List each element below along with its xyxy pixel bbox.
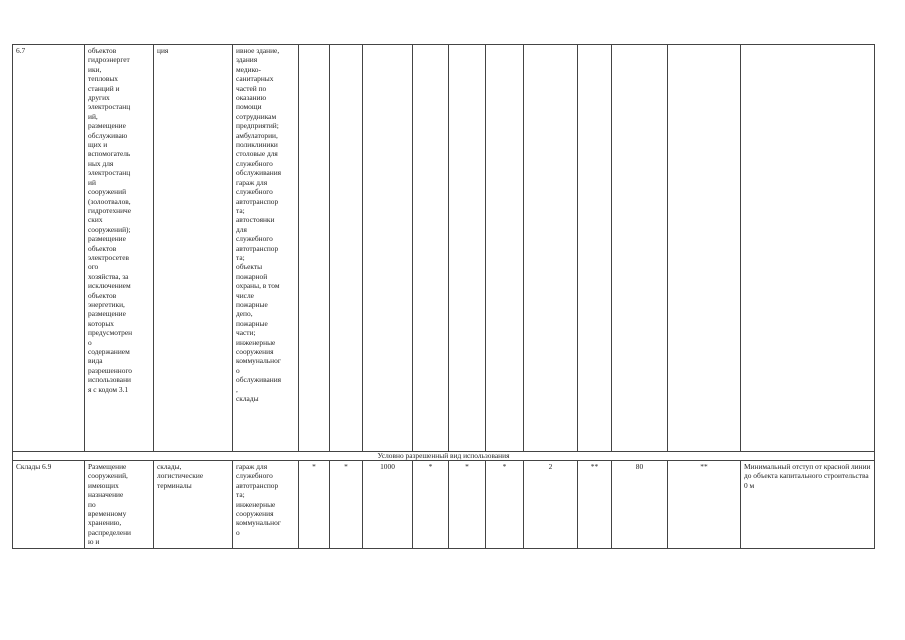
cell-text-line: объектов	[88, 243, 117, 253]
cell-text-line: автостоянки	[236, 215, 275, 225]
cell-text-line: гидротехниче	[88, 205, 132, 215]
cell-text-line: использовани	[88, 375, 132, 385]
cell-text-line: объектов	[88, 290, 117, 300]
cell-text-line: служебного	[236, 158, 273, 168]
cell-text-line: энергетики,	[88, 299, 125, 309]
section-header-row	[13, 452, 875, 461]
param-cell	[363, 45, 413, 452]
cell-text-line: электросетев	[88, 252, 130, 262]
cell-text-line: пожарной	[236, 271, 268, 281]
param-cell	[486, 45, 524, 452]
cell-text-line: ивное здание,	[236, 46, 280, 55]
cell-text-line: размещение	[88, 309, 126, 319]
param-cell	[413, 45, 449, 452]
cell-text-line: обслуживания	[236, 375, 282, 385]
row-name	[85, 45, 154, 452]
section-header: Условно разрешенный вид использования	[13, 452, 875, 461]
cell-text-line: инженерные	[236, 337, 276, 347]
row-name	[85, 461, 154, 549]
cell-text-line: пожарные	[236, 299, 268, 309]
cell-text-line: объектов	[88, 46, 117, 55]
cell-text-line: гараж для	[236, 177, 268, 187]
cell-text-line: я с кодом 3.1	[88, 384, 129, 394]
param-cell: **	[668, 461, 741, 549]
param-cell	[612, 45, 668, 452]
cell-text-line: разрешенного	[88, 365, 132, 375]
cell-text-line: ий	[88, 177, 96, 187]
cell-text-line: сотрудникам	[236, 111, 277, 121]
cell-text-line: сооружений,	[88, 471, 128, 481]
cell-text-line: размещение	[88, 234, 126, 244]
land-use-table	[12, 44, 875, 549]
cell-text-line: коммунальног	[236, 356, 281, 366]
cell-text-line: автотранспор	[236, 480, 279, 490]
cell-text-line: о	[88, 337, 92, 347]
param-cell: 2	[524, 461, 578, 549]
cell-text-line: депо,	[236, 309, 253, 319]
param-cell: 80	[612, 461, 668, 549]
cell-text-line: обслуживаю	[88, 130, 128, 140]
param-cell: 1000	[363, 461, 413, 549]
cell-text-line: тепловых	[88, 74, 118, 84]
table-row	[13, 461, 875, 549]
cell-text-line: помощи	[236, 102, 262, 112]
cell-text-line: медико-	[236, 64, 261, 74]
row-aux	[233, 461, 299, 549]
note-cell: Минимальный отступ от красной линии до объекта капитального строительства 0 м	[741, 461, 875, 549]
note-cell	[741, 45, 875, 452]
cell-text-line: ных для	[88, 158, 114, 168]
cell-text-line: та;	[236, 490, 245, 500]
cell-text-line: хозяйства, за	[88, 271, 129, 281]
param-cell	[668, 45, 741, 452]
cell-text-line: поликлиники	[236, 140, 278, 150]
param-cell: *	[413, 461, 449, 549]
cell-text-line: частей по	[236, 83, 267, 93]
cell-text-line: инженерные	[236, 499, 276, 509]
cell-text-line: ю и	[88, 537, 100, 547]
cell-text-line: сооружения	[236, 509, 274, 519]
param-cell: *	[486, 461, 524, 549]
row-aux	[233, 45, 299, 452]
cell-text-line: предприятий;	[236, 121, 279, 131]
row-type: склады, логистические терминалы	[154, 461, 233, 549]
table-row	[13, 45, 875, 452]
cell-text-line: электростанц	[88, 168, 131, 178]
cell-text-line: распределени	[88, 527, 132, 537]
cell-text-line: числе	[236, 290, 254, 300]
cell-text-line: хранению,	[88, 518, 122, 528]
cell-text-line: амбулатории,	[236, 130, 278, 140]
param-cell	[299, 45, 330, 452]
row-type: ция	[154, 45, 233, 452]
cell-text-line: ских	[88, 215, 103, 225]
cell-text-line: автотранспор	[236, 243, 279, 253]
cell-text-line: пожарные	[236, 318, 268, 328]
cell-text-line: служебного	[236, 234, 273, 244]
cell-text-line: оказанию	[236, 93, 267, 103]
cell-text-line: вспомогатель	[88, 149, 131, 159]
cell-text-line: автотранспор	[236, 196, 279, 206]
row-code: Склады 6.9	[13, 461, 85, 549]
cell-text-line: о	[236, 365, 240, 375]
cell-text-line: охраны, в том	[236, 281, 280, 291]
row-code: 6.7	[13, 45, 85, 452]
cell-text-line: Размещение	[88, 462, 127, 471]
cell-text-line: щих и	[88, 140, 108, 150]
cell-text-line: части;	[236, 328, 256, 338]
param-cell	[449, 45, 486, 452]
cell-text-line: гидроэнергет	[88, 55, 130, 65]
cell-text-line: обслуживания	[236, 168, 282, 178]
cell-text-line: служебного	[236, 187, 273, 197]
cell-text-line: предусмотрен	[88, 328, 133, 338]
cell-text-line: сооружений	[88, 187, 127, 197]
cell-text-line: размещение	[88, 121, 126, 131]
cell-text-line: исключением	[88, 281, 131, 291]
param-cell	[524, 45, 578, 452]
cell-text-line: объекты	[236, 262, 263, 272]
cell-text-line: о	[236, 527, 240, 537]
param-cell	[578, 45, 612, 452]
cell-text-line: содержанием	[88, 347, 130, 356]
cell-text-line: сооружений);	[88, 224, 131, 234]
cell-text-line: служебного	[236, 471, 273, 481]
cell-text-line: склады	[236, 394, 259, 404]
cell-text-line: сооружения	[236, 347, 274, 356]
cell-text-line: имеющих	[88, 480, 119, 490]
cell-text-line: коммунальног	[236, 518, 281, 528]
cell-text-line: та;	[236, 252, 245, 262]
cell-text-line: для	[236, 224, 247, 234]
cell-text-line: (золоотвалов,	[88, 196, 131, 206]
cell-text-line: гараж для	[236, 462, 268, 471]
param-cell: *	[449, 461, 486, 549]
cell-text-line: санитарных	[236, 74, 274, 84]
cell-text-line: ого	[88, 262, 99, 272]
cell-text-line: станций и	[88, 83, 120, 93]
cell-text-line: назначение	[88, 490, 124, 500]
cell-text-line: вида	[88, 356, 103, 366]
param-cell: *	[299, 461, 330, 549]
cell-text-line: других	[88, 93, 110, 103]
param-cell	[330, 45, 363, 452]
cell-text-line: та;	[236, 205, 245, 215]
cell-text-line: которых	[88, 318, 114, 328]
cell-text-line: электростанц	[88, 102, 131, 112]
cell-text-line: столовые для	[236, 149, 278, 159]
param-cell: **	[578, 461, 612, 549]
cell-text-line: ,	[236, 384, 238, 394]
param-cell: *	[330, 461, 363, 549]
cell-text-line: по	[88, 499, 96, 509]
cell-text-line: ий,	[88, 111, 98, 121]
cell-text-line: ики,	[88, 64, 102, 74]
cell-text-line: здания	[236, 55, 258, 65]
cell-text-line: временному	[88, 509, 127, 519]
